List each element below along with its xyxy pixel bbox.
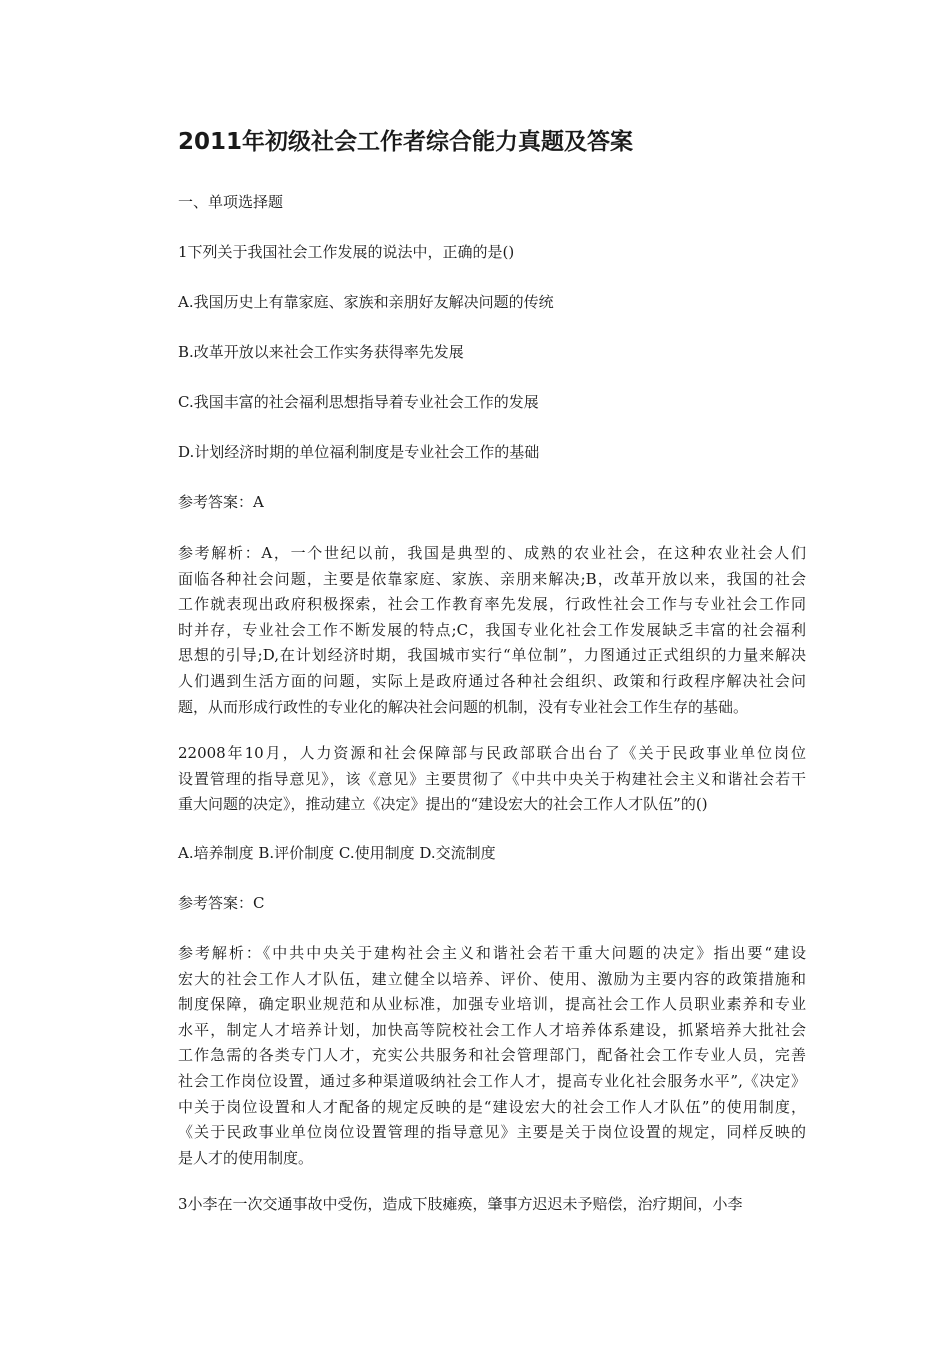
analysis-line: 题，从而形成行政性的专业化的解决社会问题的机制，没有专业社会工作生存的基础。: [178, 697, 749, 716]
analysis-line: 社会工作岗位设置，通过多种渠道吸纳社会工作人才，提高专业化社会服务水平”,《决定》: [178, 1071, 806, 1090]
section-heading: 一、单项选择题: [178, 193, 284, 211]
question-3-stem: 3小李在一次交通事故中受伤，造成下肢瘫痪，肇事方迟迟未予赔偿，治疗期间，小李: [178, 1195, 743, 1213]
analysis-line: 是人才的使用制度。: [178, 1148, 314, 1167]
analysis-line: 参考解析：《中共中央关于建构社会主义和谐社会若干重大问题的决定》指出要“建设: [178, 944, 806, 962]
question-2-analysis: [178, 941, 806, 1171]
question-1-option-b: B.改革开放以来社会工作实务获得率先发展: [178, 343, 464, 361]
question-2-stem-line: 22008年10月，人力资源和社会保障部与民政部联合出台了《关于民政事业单位岗位: [178, 744, 806, 762]
question-2-stem-line: 重大问题的决定》，推动建立《决定》提出的“建设宏大的社会工作人才队伍”的(): [178, 795, 708, 814]
analysis-line: 水平，制定人才培养计划，加快高等院校社会工作人才培养体系建设，抓紧培养大批社会: [178, 1020, 806, 1039]
question-2-options: A.培养制度 B.评价制度 C.使用制度 D.交流制度: [178, 844, 496, 862]
analysis-line: 工作就表现出政府积极探索，社会工作教育率先发展，行政性社会工作与专业社会工作同: [178, 595, 806, 614]
question-1-option-d: D.计划经济时期的单位福利制度是专业社会工作的基础: [178, 443, 540, 461]
analysis-line: 面临各种社会问题，主要是依靠家庭、家族、亲朋来解决;B，改革开放以来，我国的社会: [178, 569, 806, 588]
document-title: 2011年初级社会工作者综合能力真题及答案: [178, 129, 634, 155]
analysis-line: 工作急需的各类专门人才，充实公共服务和社会管理部门，配备社会工作专业人员，完善: [178, 1046, 806, 1065]
analysis-line: 《关于民政事业单位岗位设置管理的指导意见》主要是关于岗位设置的规定，同样反映的: [178, 1123, 806, 1142]
analysis-line: 人们遇到生活方面的问题，实际上是政府通过各种社会组织、政策和行政程序解决社会问: [178, 671, 806, 690]
question-1-answer: 参考答案：A: [178, 493, 264, 511]
analysis-line: 时并存，专业社会工作不断发展的特点;C，我国专业化社会工作发展缺乏丰富的社会福利: [178, 620, 806, 639]
question-2-stem: [178, 741, 806, 818]
question-1-option-c: C.我国丰富的社会福利思想指导着专业社会工作的发展: [178, 393, 539, 411]
analysis-line: 思想的引导;D,在计划经济时期，我国城市实行“单位制”，力图通过正式组织的力量来解决: [178, 646, 806, 665]
question-2-answer: 参考答案：C: [178, 894, 265, 912]
question-1-analysis: [178, 541, 806, 720]
analysis-line: 制度保障，确定职业规范和从业标准，加强专业培训，提高社会工作人员职业素养和专业: [178, 995, 806, 1014]
question-1-option-a: A.我国历史上有靠家庭、家族和亲朋好友解决问题的传统: [178, 293, 554, 311]
analysis-line: 中关于岗位设置和人才配备的规定反映的是“建设宏大的社会工作人才队伍”的使用制度，: [178, 1097, 806, 1116]
analysis-line: 宏大的社会工作人才队伍，建立健全以培养、评价、使用、激励为主要内容的政策措施和: [178, 969, 806, 988]
question-1-stem: 1下列关于我国社会工作发展的说法中，正确的是(): [178, 243, 515, 261]
analysis-line: 参考解析：A，一个世纪以前，我国是典型的、成熟的农业社会，在这种农业社会人们: [178, 544, 806, 562]
question-2-stem-line: 设置管理的指导意见》，该《意见》主要贯彻了《中共中央关于构建社会主义和谐社会若干: [178, 769, 806, 788]
